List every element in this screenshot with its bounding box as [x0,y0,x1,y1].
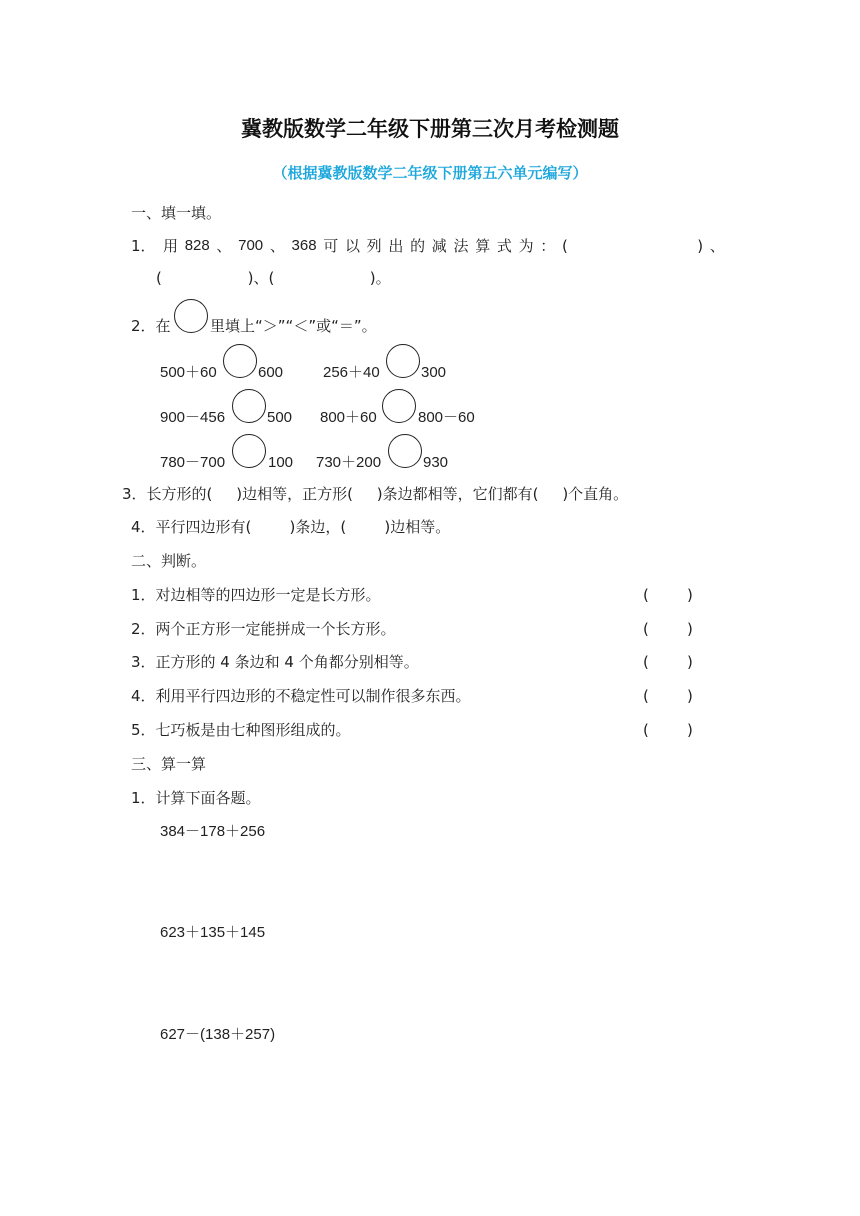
section1-heading: 一、填一填。 [131,204,222,222]
page-title: 冀教版数学二年级下册第三次月考检测题 [241,117,619,141]
q1-char: 可 [323,237,339,255]
compare-left: 780－700 [160,454,226,471]
q1-text [163,236,725,256]
q1-char: 、 [216,237,232,255]
q1-char: 式 [496,237,512,255]
judge-item-text: 2．两个正方形一定能拼成一个长方形。 [131,620,396,638]
q1-number: 1． [131,237,156,255]
q1-char: 的 [410,237,426,255]
q1-char: ： [540,237,556,255]
q1-char: 368 [291,237,317,254]
q1-char: ) [697,237,704,255]
judge-answer-blank[interactable]: ( ) [643,586,693,604]
compare-left: 800＋60 [320,409,377,426]
judge-item-text: 5．七巧板是由七种图形组成的。 [131,721,351,739]
compare-answer-circle[interactable] [232,389,266,423]
calc-expression: 627－(138＋257) [160,1026,276,1043]
calc-expression: 623＋135＋145 [160,924,266,941]
compare-answer-circle[interactable] [223,344,257,378]
q1-char: 、 [269,237,285,255]
compare-answer-circle[interactable] [386,344,420,378]
compare-right: 600 [258,364,284,381]
q1-char: ( [562,237,568,255]
judge-item-text: 3．正方形的 4 条边和 4 个角都分别相等。 [131,653,419,671]
compare-left: 900－456 [160,409,226,426]
judge-answer-blank[interactable]: ( ) [643,653,693,671]
q2-text-after: 里填上“＞”“＜”或“＝”。 [210,317,377,335]
q1-char: 算 [475,237,491,255]
compare-right: 300 [421,364,447,381]
q1-char: 列 [366,237,382,255]
compare-right: 930 [423,454,449,471]
q4-text: 4．平行四边形有( )条边，( )边相等。 [131,518,451,536]
q1-char: 828 [184,237,210,254]
judge-answer-blank[interactable]: ( ) [643,620,693,638]
compare-right: 800－60 [418,409,475,426]
q1-line2[interactable]: ( )、( )。 [156,269,391,287]
section2-heading: 二、判断。 [131,552,207,570]
judge-answer-blank[interactable]: ( ) [643,687,693,705]
section3-q1: 1．计算下面各题。 [131,789,261,807]
q1-char: 以 [344,237,360,255]
compare-left: 500＋60 [160,364,217,381]
compare-answer-circle[interactable] [388,434,422,468]
page-subtitle: （根据冀教版数学二年级下册第五六单元编写） [272,164,588,182]
q3-text: 3．长方形的( )边相等，正方形( )条边都相等，它们都有( )个直角。 [122,485,629,503]
section3-heading: 三、算一算 [131,755,207,773]
calc-expression: 384－178＋256 [160,823,266,840]
compare-left: 256＋40 [323,364,380,381]
q1-char: 、 [709,237,725,255]
compare-right: 500 [267,409,293,426]
q1-char: 减 [431,237,447,255]
compare-left: 730＋200 [316,454,382,471]
q1-char: 700 [238,237,264,254]
q1-char: 法 [453,237,469,255]
answer-blank[interactable] [575,236,691,256]
judge-item-text: 4．利用平行四边形的不稳定性可以制作很多东西。 [131,687,471,705]
compare-answer-circle[interactable] [232,434,266,468]
q2-text-before: 2．在 [131,317,171,335]
judge-item-text: 1．对边相等的四边形一定是长方形。 [131,586,381,604]
q1-char: 出 [388,237,404,255]
q1-char: 用 [163,237,179,255]
compare-answer-circle[interactable] [382,389,416,423]
judge-answer-blank[interactable]: ( ) [643,721,693,739]
compare-right: 100 [268,454,294,471]
compare-circle-icon [174,299,208,333]
q1-char: 为 [518,237,534,255]
